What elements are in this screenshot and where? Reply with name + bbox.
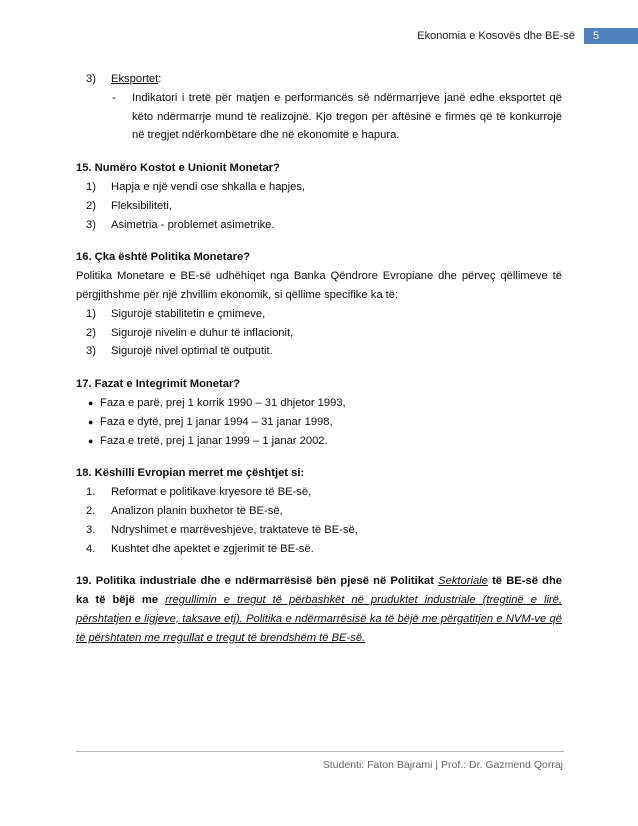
question-16-title: 16. Çka është Politika Monetare? — [76, 251, 251, 264]
item-text: Ndryshimet e marrëveshjeve, traktateve të BE-së, — [111, 523, 358, 536]
item-text: Asimetria - problemet asimetrike. — [111, 218, 275, 231]
item-number: 2. — [86, 504, 96, 517]
bullet-icon: ● — [88, 397, 94, 408]
list-item — [76, 342, 562, 361]
item-number: 3. — [86, 523, 96, 536]
item-number: 1) — [86, 180, 96, 193]
item-text: Faza e tretë, prej 1 janar 1999 – 1 janar 2002. — [100, 434, 328, 447]
question-18-title: 18. Këshilli Evropian merret me çështjet si: — [76, 467, 305, 480]
item-number: 2) — [86, 326, 96, 339]
item-number: 1. — [86, 486, 96, 499]
question-15-title: 15. Numëro Kostot e Unionit Monetar? — [76, 162, 280, 175]
bullet-icon: ● — [88, 416, 94, 427]
question-18 — [76, 464, 562, 558]
item-number: 3) — [86, 218, 96, 231]
item-number: 3) — [86, 73, 96, 85]
list-item — [76, 178, 562, 197]
item-number: 4. — [86, 542, 96, 555]
item-text: Sigurojë nivel optimal të outputit. — [111, 345, 273, 358]
question-16 — [76, 248, 562, 361]
list-item — [76, 413, 562, 432]
page-footer: Studenti: Faton Bajrami | Prof.: Dr. Gazmend Qorraj — [322, 759, 563, 771]
item-number: 3) — [86, 345, 96, 358]
item-text: Fleksibiliteti, — [111, 199, 172, 212]
document-body — [76, 70, 562, 662]
question-19-title-start: 19. Politika industriale dhe e ndërmarrësisë bën pjesë në Politikat — [76, 575, 439, 588]
list-item — [76, 197, 562, 216]
item-text: Sigurojë stabilitetin e çmimeve, — [111, 307, 266, 320]
list-item — [76, 394, 562, 413]
list-item — [76, 305, 562, 324]
item-text: Kushtet dhe apektet e zgjerimit të BE-së. — [111, 542, 314, 555]
list-item — [76, 324, 562, 343]
list-item — [76, 502, 562, 521]
question-16-intro: Politika Monetare e BE-së udhëhiqet nga Banka Qëndrore Evropiane dhe përveç qëllimeve të përgjithshme për një zhvillim ekonomik, si qëllime specifike ka të: — [76, 270, 562, 301]
list-item — [76, 521, 562, 540]
list-item — [76, 483, 562, 502]
section-eksportet-heading — [76, 70, 562, 89]
list-item — [76, 540, 562, 559]
section-eksportet — [76, 70, 562, 145]
header-title: Ekonomia e Kosovës dhe BE-së — [417, 30, 575, 42]
item-text: Faza e parë, prej 1 korrik 1990 – 31 dhjetor 1993, — [100, 396, 346, 409]
item-number: 2) — [86, 199, 96, 212]
question-17-title: 17. Fazat e Integrimit Monetar? — [76, 378, 241, 391]
question-17 — [76, 375, 562, 450]
eksportet-title: Eksportet — [111, 73, 159, 85]
page-number: 5 — [584, 28, 638, 44]
item-number: 1) — [86, 307, 96, 320]
heading-text — [111, 70, 161, 89]
list-item — [76, 432, 562, 451]
item-text: Sigurojë nivelin e duhur të inflacionit, — [111, 326, 294, 339]
list-item — [76, 216, 562, 235]
question-19 — [76, 572, 562, 647]
item-text: Reformat e politikave kryesore të BE-së, — [111, 486, 312, 499]
bullet-icon: ● — [88, 435, 94, 446]
page-header — [417, 28, 638, 44]
question-15 — [76, 159, 562, 234]
heading-colon: : — [158, 73, 162, 85]
question-19-answer: rregullimin e tregut të përbashkët në pruduktet industriale (tregtinë e lirë, përshtatjen e ligjeve, taksave etj). Politika e ndërmarrësisë ka të bëjë me përgatitjen e NVM-ve që të përshtaten me rregullat e tregut të brendshëm të BE-së. — [76, 594, 562, 644]
footer-divider — [76, 751, 564, 752]
item-text: Analizon planin buxhetor të BE-së, — [111, 504, 283, 517]
eksportet-description: Indikatori i tretë për matjen e performancës së ndërmarrjeve janë edhe eksportet që këto ndërmarrje mund të realizojnë. Kjo tregon për aftësinë e firmës që të konkurrojë në tregjet ndërkombëtare dhe në ekonomitë e hapura. — [132, 91, 562, 142]
question-19-title-mid: të BE-së dhe ka të bëjë me — [76, 575, 562, 607]
item-text: Faza e dytë, prej 1 janar 1994 – 31 janar 1998, — [100, 415, 333, 428]
question-19-title-underlined: Sektoriale — [438, 575, 488, 588]
item-text: Hapja e një vendi ose shkalla e hapjes, — [111, 180, 306, 193]
dash-list-item — [76, 89, 562, 145]
dash-marker: - — [112, 91, 116, 104]
